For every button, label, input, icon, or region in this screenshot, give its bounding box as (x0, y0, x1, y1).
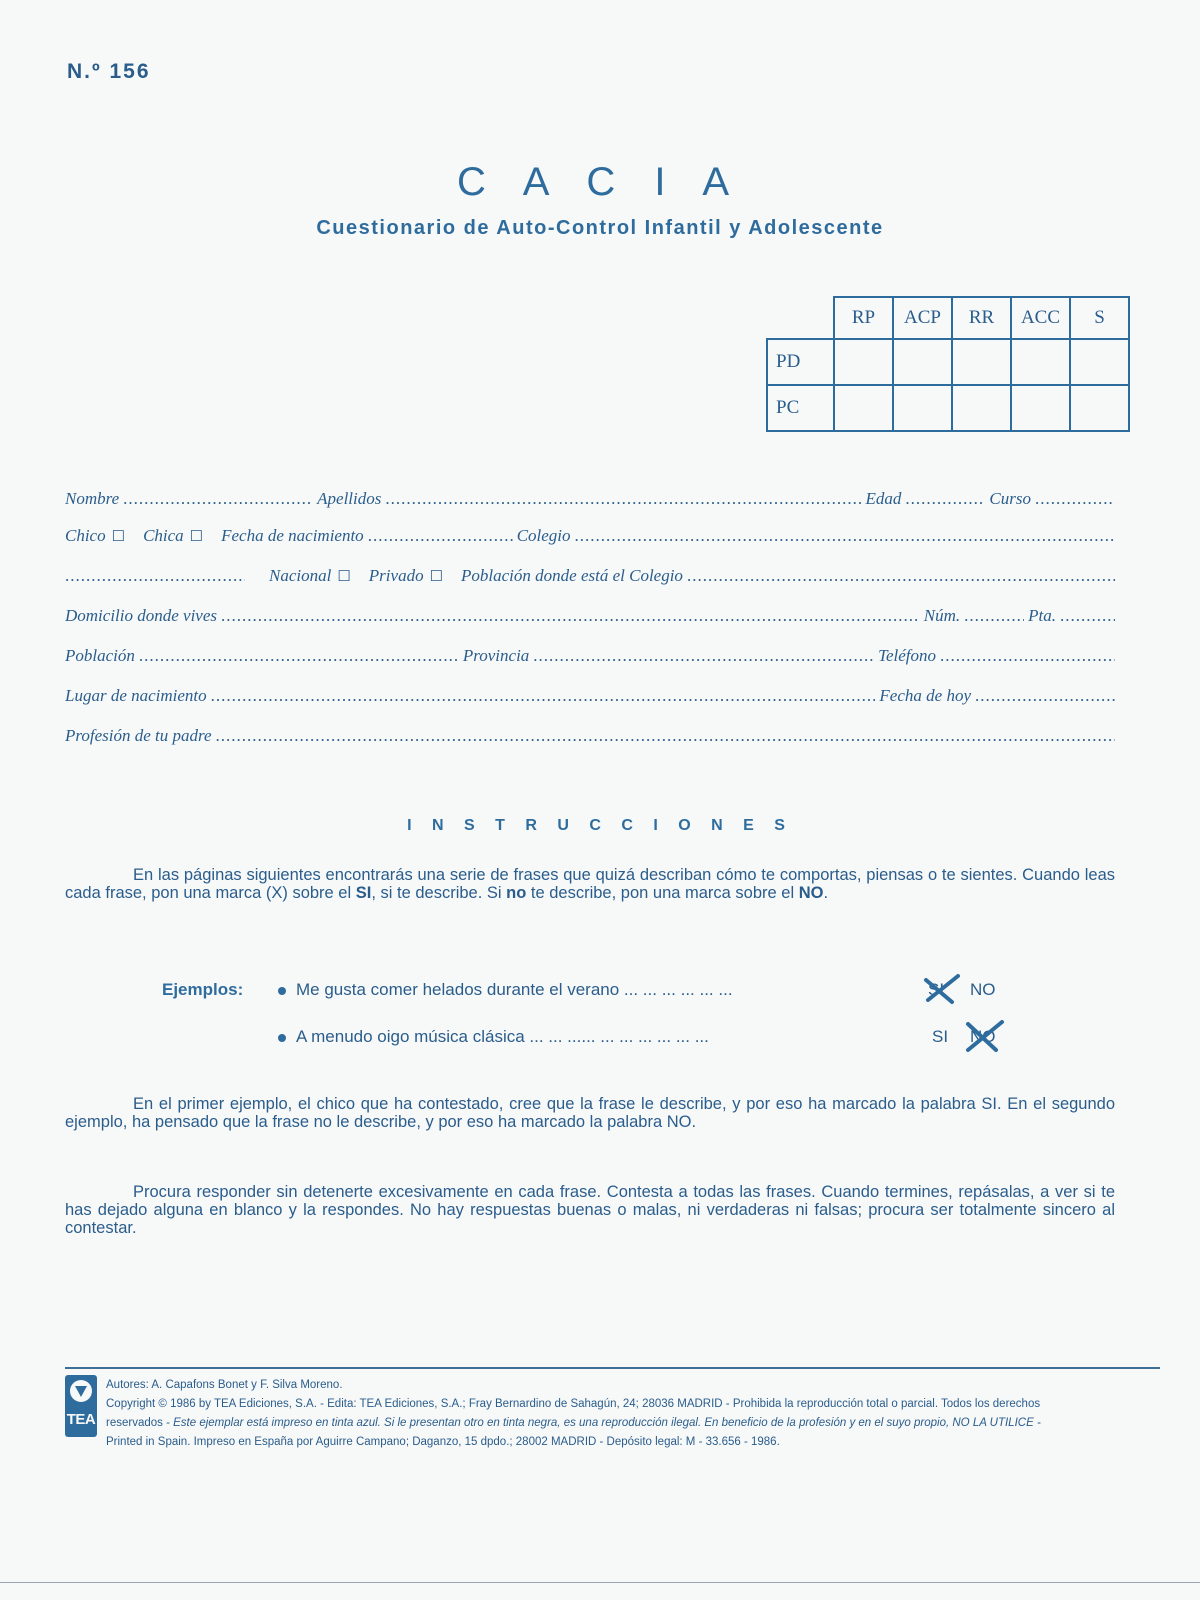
num-label: Núm. (923, 606, 961, 625)
score-row-label-pc: PC (767, 385, 834, 431)
form-number: N.º 156 (67, 60, 151, 83)
tea-triangle-icon (75, 1386, 87, 1397)
para1-text-d: . (823, 884, 829, 902)
nacional-label: Nacional (269, 566, 332, 585)
lugar-nacimiento-label: Lugar de nacimiento (65, 686, 207, 705)
fecha-hoy-label: Fecha de hoy (879, 686, 971, 705)
score-cell-pd-s[interactable] (1070, 339, 1129, 385)
colegio-field[interactable] (575, 526, 1115, 546)
score-cell-pd-acc[interactable] (1011, 339, 1070, 385)
para1-text-c: te describe, pon una marca sobre el (526, 884, 799, 902)
num-field[interactable] (964, 606, 1024, 626)
score-col-acp: ACP (893, 297, 952, 339)
example-1-si: SI (928, 980, 945, 999)
tea-logo (65, 1375, 97, 1437)
provincia-label: Provincia (462, 646, 530, 665)
apellidos-field[interactable] (385, 489, 861, 509)
page-title: C A C I A (456, 160, 744, 204)
telefono-field[interactable] (940, 646, 1115, 666)
lugar-nacimiento-field[interactable] (211, 686, 876, 706)
example-2 (278, 1027, 709, 1047)
footer-rights (106, 1414, 1160, 1433)
chico-checkbox[interactable]: ☐ (111, 529, 126, 545)
page-bottom-rule (0, 1582, 1200, 1583)
poblacion-colegio-label: Población donde está el Colegio (461, 566, 683, 585)
nacional-checkbox[interactable]: ☐ (337, 569, 351, 585)
score-col-rp: RP (834, 297, 893, 339)
para1-no: NO (798, 884, 824, 902)
instructions-paragraph-1 (65, 866, 1115, 902)
form-row-school (65, 566, 1115, 590)
footer-text (106, 1376, 1160, 1452)
instructions-paragraph-3: Procura responder sin detenerte excesivamente en cada frase. Contesta a todas las frases. Cuando termines, repásalas, a ver si te has dejado alguna en blanco y la respondes. No hay respuestas buenas o malas, ni verdaderas ni falsas; procura ser totalmente sincero al contestar. (65, 1183, 1115, 1237)
apellidos-label: Apellidos (317, 489, 382, 508)
score-cell-pc-acp[interactable] (893, 385, 952, 431)
domicilio-label: Domicilio donde vives (65, 606, 218, 625)
poblacion-field[interactable] (139, 646, 459, 666)
score-row-pd (767, 339, 1129, 385)
footer-authors: Autores: A. Capafons Bonet y F. Silva Moreno. (106, 1379, 343, 1391)
form-row-name (65, 489, 1115, 513)
example-2-cross-mark-icon (964, 1018, 1006, 1054)
edad-field[interactable] (905, 489, 985, 509)
example-1-cross-mark-icon (922, 972, 962, 1006)
score-cell-pd-rr[interactable] (952, 339, 1011, 385)
para1-text-b: , si te describe. Si (371, 884, 507, 902)
example-1-text: Me gusta comer helados durante el verano ... ... ... ... ... ... (296, 980, 733, 999)
example-2-no: NO (970, 1027, 996, 1046)
tea-logo-text: TEA (66, 1411, 96, 1428)
score-cell-pd-rp[interactable] (834, 339, 893, 385)
instructions-title: I N S T R U C C I O N E S (407, 817, 793, 834)
para1-no-word: no (506, 884, 527, 902)
edad-label: Edad (865, 489, 902, 508)
fecha-nacimiento-field[interactable] (368, 526, 513, 546)
chica-checkbox[interactable]: ☐ (189, 529, 204, 545)
page-subtitle: Cuestionario de Auto-Control Infantil y Adolescente (316, 217, 884, 239)
para1-text-a: En las páginas siguientes encontrarás una serie de frases que quizá describan cómo te comportas, piensas o te sientes. Cuando leas cada frase, pon una marca (X) sobre el (65, 866, 1115, 902)
footer-divider (65, 1367, 1160, 1369)
example-2-si: SI (932, 1027, 949, 1046)
privado-checkbox[interactable]: ☐ (429, 569, 444, 585)
form-row-father-profession (65, 726, 1115, 750)
score-table (766, 296, 1130, 432)
profesion-padre-label: Profesión de tu padre (65, 726, 212, 745)
colegio-label: Colegio (516, 526, 571, 545)
nombre-field[interactable] (123, 489, 313, 509)
curso-label: Curso (989, 489, 1031, 508)
score-cell-pc-rr[interactable] (952, 385, 1011, 431)
score-cell-pc-rp[interactable] (834, 385, 893, 431)
example-2-text: A menudo oigo música clásica ... ... ...... ... ... ... ... ... ... (296, 1027, 709, 1046)
footer-printing: Printed in Spain. Impreso en España por Aguirre Campano; Daganzo, 15 dpdo.; 28002 MADRID - Depósito legal: M - 33.656 - 1986. (106, 1436, 780, 1448)
poblacion-label: Población (65, 646, 135, 665)
instructions-paragraph-2: En el primer ejemplo, el chico que ha contestado, cree que la frase le describe, y por eso ha marcado la palabra SI. En el segundo ejemplo, ha pensado que la frase no le describe, y por eso ha marcado la palabra NO. (65, 1095, 1115, 1131)
footer-rights-warning: Este ejemplar está impreso en tinta azul. Si le presentan otro en tinta negra, es una reproducción ilegal. En beneficio de la profesión y en el suyo propio, NO LA UTILICE - (173, 1417, 1041, 1429)
score-row-pc (767, 385, 1129, 431)
chica-label: Chica (143, 526, 184, 545)
form-row-location (65, 646, 1115, 670)
pta-label: Pta. (1028, 606, 1056, 625)
colegio-continuation-field[interactable] (65, 566, 245, 586)
form-row-address (65, 606, 1115, 630)
examples-label: Ejemplos: (162, 980, 244, 999)
nombre-label: Nombre (65, 489, 120, 508)
poblacion-colegio-field[interactable] (687, 566, 1115, 586)
footer-copyright: Copyright © 1986 by TEA Ediciones, S.A. - Edita: TEA Ediciones, S.A.; Fray Bernardino de Sahagún, 24; 28036 MADRID - Prohibida la reproducción total o parcial. Todos los derechos (106, 1398, 1041, 1410)
telefono-label: Teléfono (878, 646, 936, 665)
domicilio-field[interactable] (221, 606, 920, 626)
example-1 (278, 980, 733, 1000)
bullet-icon (278, 987, 286, 995)
pta-field[interactable] (1060, 606, 1115, 626)
form-row-gender (65, 526, 1115, 550)
score-row-label-pd: PD (767, 339, 834, 385)
score-table-header-row (767, 297, 1129, 339)
provincia-field[interactable] (533, 646, 874, 666)
curso-field[interactable] (1035, 489, 1115, 509)
para1-si: SI (355, 884, 372, 902)
score-table-corner (767, 297, 834, 339)
example-1-no: NO (970, 980, 996, 999)
score-col-s: S (1070, 297, 1129, 339)
chico-label: Chico (65, 526, 106, 545)
form-row-birthplace (65, 686, 1115, 710)
privado-label: Privado (368, 566, 424, 585)
score-col-acc: ACC (1011, 297, 1070, 339)
score-cell-pd-acp[interactable] (893, 339, 952, 385)
bullet-icon (278, 1034, 286, 1042)
score-cell-pc-acc[interactable] (1011, 385, 1070, 431)
score-cell-pc-s[interactable] (1070, 385, 1129, 431)
profesion-padre-field[interactable] (216, 726, 1115, 746)
fecha-nacimiento-label: Fecha de nacimiento (221, 526, 364, 545)
fecha-hoy-field[interactable] (975, 686, 1115, 706)
footer-rights-a: reservados - (106, 1417, 174, 1429)
score-col-rr: RR (952, 297, 1011, 339)
